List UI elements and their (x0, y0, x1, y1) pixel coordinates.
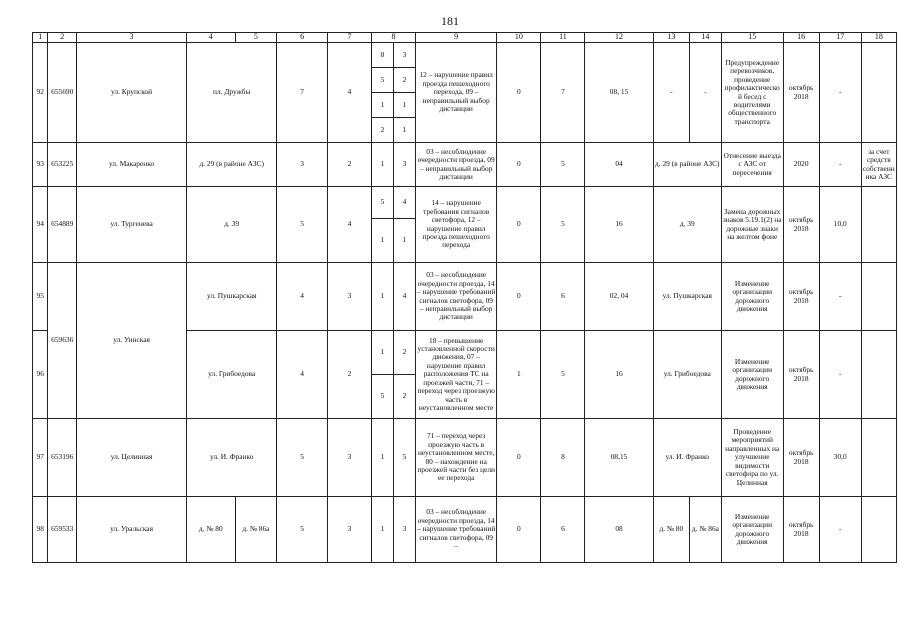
location-col13-14: д. 39 (653, 187, 721, 263)
crossing-location: д. 29 (в районе АЗС) (187, 143, 277, 187)
injured-count: 4 (327, 43, 371, 143)
value-col11: 5 (541, 187, 585, 263)
value-col10: 1 (497, 331, 541, 419)
violation-description: 18 – превышение установленной скорости движения, 07 – нарушение правил расположения ТС на проезжей части, 71 – переход через проезжую часть в неустановленном месте (415, 331, 496, 419)
column-number: 15 (721, 33, 783, 43)
crossing-location: ул. Пушкарская (187, 263, 277, 331)
cost: 10,0 (819, 187, 861, 263)
value-col13: д. № 80 (653, 497, 689, 563)
measure-description: Предупреждение перевозчиков, проведение профилактической бесед с водителями общественного транспорта (721, 43, 783, 143)
street-name: ул. Целинная (77, 419, 187, 497)
crossing-location: пл. Дружбы (187, 43, 277, 143)
measure-description: Отнесение выезда с АЗС от пересечения (721, 143, 783, 187)
location-col13-14: ул. Грибоедова (653, 331, 721, 419)
subcount-b: 1 (393, 219, 415, 263)
subcount-a: 1 (371, 219, 393, 263)
subcount-a: 5 (371, 375, 393, 419)
funding-note (861, 187, 896, 263)
value-col14: д. № 86а (689, 497, 721, 563)
row-number: 92 (33, 43, 48, 143)
funding-note (861, 419, 896, 497)
value-col11: 8 (541, 419, 585, 497)
column-number: 3 (77, 33, 187, 43)
house-from: д. № 80 (187, 497, 235, 563)
injured-count: 3 (327, 497, 371, 563)
cost: - (819, 263, 861, 331)
cost: - (819, 331, 861, 419)
value-col12: 16 (585, 187, 653, 263)
funding-note (861, 497, 896, 563)
value-col11: 5 (541, 331, 585, 419)
subcount-b: 3 (393, 143, 415, 187)
violation-description: 12 – нарушение правил проезда пешеходного перехода, 09 – неправильный выбор дистанции (415, 43, 496, 143)
column-number-row (33, 33, 897, 43)
column-number: 9 (415, 33, 496, 43)
deadline: октябрь 2018 (783, 187, 819, 263)
location-col13-14: ул. И. Франко (653, 419, 721, 497)
subcount-a: 1 (371, 331, 393, 375)
value-col12: 04 (585, 143, 653, 187)
funding-note (861, 43, 896, 143)
table-row (33, 43, 897, 68)
measure-description: Изменение организации дорожного движения (721, 497, 783, 563)
value-col14: - (689, 43, 721, 143)
row-number: 94 (33, 187, 48, 263)
value-col12: 08, 15 (585, 43, 653, 143)
subcount-a: 5 (371, 68, 393, 93)
cost: 30,0 (819, 419, 861, 497)
column-number: 1 (33, 33, 48, 43)
subcount-b: 1 (393, 118, 415, 143)
row-number: 93 (33, 143, 48, 187)
site-code: 654889 (48, 187, 77, 263)
table-row (33, 143, 897, 187)
accident-count: 4 (277, 263, 328, 331)
subcount-a: 1 (371, 93, 393, 118)
row-number: 95 (33, 263, 48, 331)
column-number: 10 (497, 33, 541, 43)
value-col13: - (653, 43, 689, 143)
table-row (33, 497, 897, 563)
measure-description: Проведение мероприятий направленных на улучшение видимости светофора по ул. Целинная (721, 419, 783, 497)
page-number: 181 (441, 14, 459, 28)
crossing-location: д. 39 (187, 187, 277, 263)
injured-count: 4 (327, 187, 371, 263)
crossing-location: ул. И. Франко (187, 419, 277, 497)
injured-count: 2 (327, 143, 371, 187)
value-col11: 6 (541, 497, 585, 563)
deadline: октябрь 2018 (783, 497, 819, 563)
injured-count: 3 (327, 419, 371, 497)
subcount-b: 4 (393, 263, 415, 331)
measure-description: Замена дорожных знаков 5.19.1(2) на дорожные знаки на желтом фоне (721, 187, 783, 263)
subcount-a: 8 (371, 43, 393, 68)
value-col12: 02, 04 (585, 263, 653, 331)
subcount-a: 2 (371, 118, 393, 143)
crossing-location: ул. Грибоедова (187, 331, 277, 419)
deadline: октябрь 2018 (783, 331, 819, 419)
column-number: 16 (783, 33, 819, 43)
column-number: 7 (327, 33, 371, 43)
column-number: 13 (653, 33, 689, 43)
table-row (33, 419, 897, 497)
subcount-b: 4 (393, 187, 415, 219)
subcount-b: 2 (393, 375, 415, 419)
injured-count: 2 (327, 331, 371, 419)
deadline: 2020 (783, 143, 819, 187)
violation-description: 14 – нарушение требования сигналов светофора, 12 – нарушение правил проезда пешеходного перехода (415, 187, 496, 263)
table-row (33, 263, 897, 331)
accident-count: 5 (277, 497, 328, 563)
subcount-a: 1 (371, 497, 393, 563)
measure-description: Изменение организации дорожного движения (721, 331, 783, 419)
value-col11: 7 (541, 43, 585, 143)
column-number: 17 (819, 33, 861, 43)
column-number: 2 (48, 33, 77, 43)
column-number: 6 (277, 33, 328, 43)
cost: - (819, 143, 861, 187)
value-col12: 08 (585, 497, 653, 563)
column-number: 18 (861, 33, 896, 43)
site-code: 653196 (48, 419, 77, 497)
funding-note (861, 331, 896, 419)
row-number: 97 (33, 419, 48, 497)
street-name: ул. Макаренко (77, 143, 187, 187)
column-number: 12 (585, 33, 653, 43)
subcount-b: 2 (393, 68, 415, 93)
violation-description: 03 – несоблюдение очередности проезда, 09 – неправильный выбор дистанции (415, 143, 496, 187)
value-col10: 0 (497, 43, 541, 143)
value-col10: 0 (497, 497, 541, 563)
cost: - (819, 497, 861, 563)
column-number: 14 (689, 33, 721, 43)
value-col10: 0 (497, 187, 541, 263)
street-name: ул. Уинская (77, 263, 187, 419)
site-code: 659533 (48, 497, 77, 563)
value-col10: 0 (497, 263, 541, 331)
subcount-a: 1 (371, 143, 393, 187)
funding-note (861, 263, 896, 331)
value-col10: 0 (497, 419, 541, 497)
location-col13-14: ул. Пушкарская (653, 263, 721, 331)
accident-count: 4 (277, 331, 328, 419)
violation-description: 03 – несоблюдение очередности проезда, 14 – нарушение требований сигналов светофора, 09 – неправильный выбор дистанции (415, 263, 496, 331)
measure-description: Изменение организации дорожного движения (721, 263, 783, 331)
street-name: ул. Тургенева (77, 187, 187, 263)
injured-count: 3 (327, 263, 371, 331)
subcount-b: 3 (393, 497, 415, 563)
subcount-b: 3 (393, 43, 415, 68)
site-code: 653225 (48, 143, 77, 187)
deadline: октябрь 2018 (783, 419, 819, 497)
subcount-a: 5 (371, 187, 393, 219)
row-number: 98 (33, 497, 48, 563)
location-col13-14: д. 29 (в районе АЗС) (653, 143, 721, 187)
deadline: октябрь 2018 (783, 263, 819, 331)
column-number: 11 (541, 33, 585, 43)
house-to: д. № 86а (235, 497, 277, 563)
subcount-b: 1 (393, 93, 415, 118)
accident-count: 3 (277, 143, 328, 187)
deadline: октябрь 2018 (783, 43, 819, 143)
table-row (33, 187, 897, 219)
site-code: 659636 (48, 263, 77, 419)
row-number: 96 (33, 331, 48, 419)
accident-count: 5 (277, 419, 328, 497)
street-name: ул. Уральская (77, 497, 187, 563)
column-number: 8 (371, 33, 415, 43)
cost: - (819, 43, 861, 143)
accident-sites-table (32, 32, 897, 563)
violation-description: 03 – несоблюдение очередности проезда, 14 – нарушение требований сигналов светофора, 09 – (415, 497, 496, 563)
funding-note: за счет средств собственника АЗС (861, 143, 896, 187)
street-name: ул. Крупской (77, 43, 187, 143)
value-col12: 16 (585, 331, 653, 419)
value-col12: 08,15 (585, 419, 653, 497)
subcount-a: 1 (371, 263, 393, 331)
value-col11: 6 (541, 263, 585, 331)
subcount-b: 2 (393, 331, 415, 375)
subcount-a: 1 (371, 419, 393, 497)
value-col11: 5 (541, 143, 585, 187)
accident-count: 7 (277, 43, 328, 143)
subcount-b: 5 (393, 419, 415, 497)
column-number: 5 (235, 33, 277, 43)
value-col10: 0 (497, 143, 541, 187)
column-number: 4 (187, 33, 235, 43)
accident-count: 5 (277, 187, 328, 263)
violation-description: 71 – переход через проезжую часть в неустановленном месте, 80 – нахождение на проезжей части без цели ее перехода (415, 419, 496, 497)
site-code: 655690 (48, 43, 77, 143)
